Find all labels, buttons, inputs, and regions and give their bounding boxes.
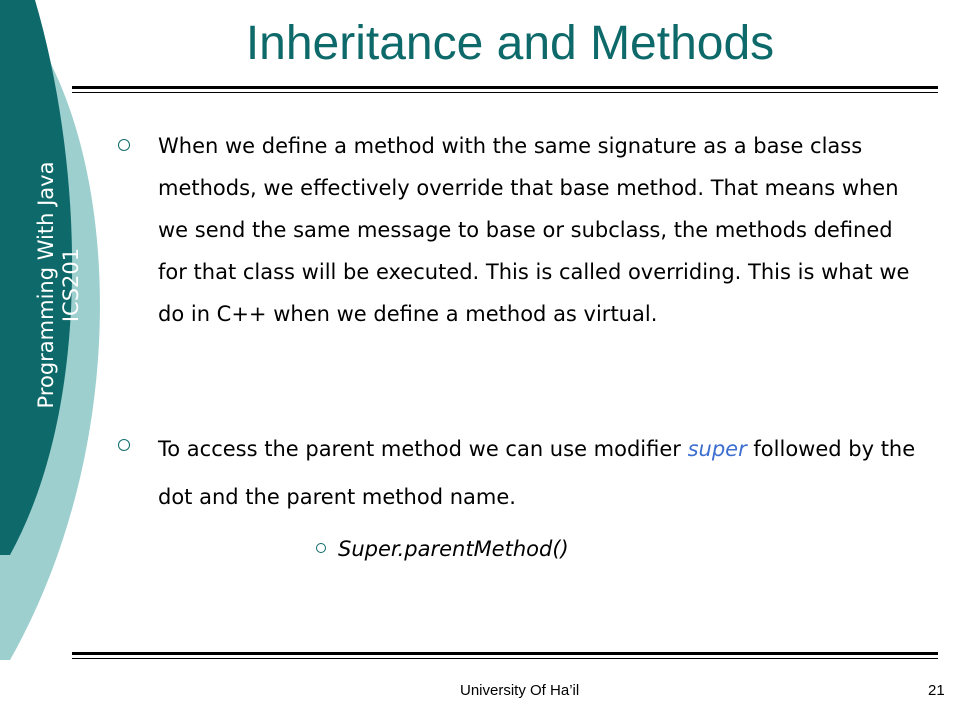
bullet-text-2-after: followed by the dot and the parent method name. bbox=[158, 437, 916, 509]
sidebar-course-label bbox=[34, 95, 84, 475]
sub-bullet-circle-icon bbox=[316, 543, 326, 553]
sidebar-course-name: Programming With Java bbox=[34, 161, 58, 409]
sub-bullet-text: Super.parentMethod() bbox=[338, 537, 569, 561]
super-keyword: super bbox=[687, 437, 747, 461]
bullet-text-2-before: To access the parent method we can use modifier bbox=[158, 437, 688, 461]
bullet-circle-icon bbox=[118, 439, 130, 451]
bullet-text-2 bbox=[158, 425, 918, 521]
sidebar-course-code: ICS201 bbox=[59, 247, 83, 323]
page-number: 21 bbox=[928, 682, 945, 699]
footer-divider bbox=[72, 652, 938, 655]
slide-title: Inheritance and Methods bbox=[245, 17, 775, 70]
sub-bullet-item bbox=[316, 534, 569, 564]
bullet-circle-icon bbox=[118, 139, 130, 151]
bullet-item-1 bbox=[118, 125, 918, 335]
footer-institution: University Of Ha’il bbox=[460, 682, 580, 699]
bullet-text-1: When we define a method with the same signature as a base class methods, we effectively override that base method. That means when we send the same message to base or subclass, the methods defined for that class will be executed. This is called overriding. This is what we do in C++ when we define a method as virtual. bbox=[158, 134, 910, 326]
bullet-item-2 bbox=[118, 425, 918, 521]
title-divider bbox=[72, 86, 938, 89]
